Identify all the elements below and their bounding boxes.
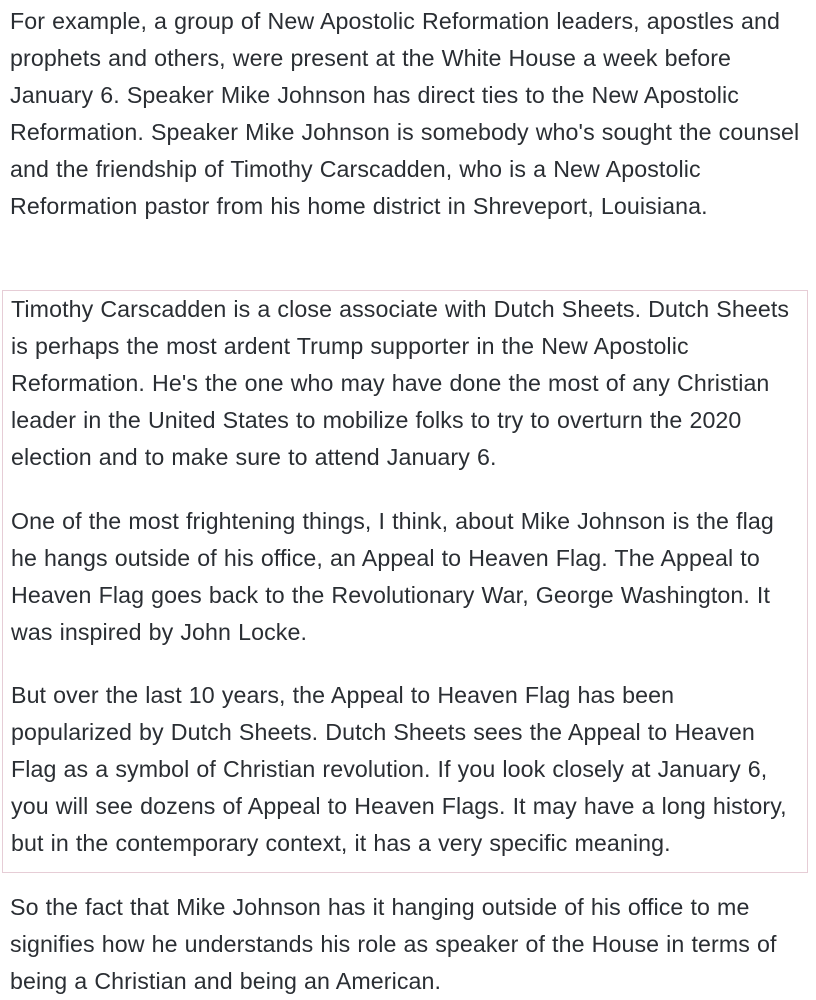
paragraph-carscadden-sheets: Timothy Carscadden is a close associate with Dutch Sheets. Dutch Sheets is perhaps the most ardent Trump supporter in the New Apostolic Reformation. He's the one who may have done the most of any Christian leader in the United States to mobilize folks to try to overturn the 2020 election and to make sure to attend January 6. [11, 296, 790, 470]
paragraph-closing: So the fact that Mike Johnson has it hanging outside of his office to me signifies how he understands his role as speaker of the House in terms of being a Christian and being an American. [10, 894, 777, 994]
paragraph-intro: For example, a group of New Apostolic Reformation leaders, apostles and prophets and others, were present at the White House a week before January 6. Speaker Mike Johnson has direct ties to the New Apostolic Reformation. Speaker Mike Johnson is somebody who's sought the counsel and the friendship of Timothy Carscadden, who is a New Apostolic Reformation pastor from his home district in Shreveport, Louisiana. [10, 8, 800, 219]
highlighted-quote-block [2, 290, 808, 873]
paragraph-flag-popularized: But over the last 10 years, the Appeal to Heaven Flag has been popularized by Dutch Sheets. Dutch Sheets sees the Appeal to Heaven Flag as a symbol of Christian revolution. If you look closely at January 6, you will see dozens of Appeal to Heaven Flags. It may have a long history, but in the contemporary context, it has a very specific meaning. [11, 682, 787, 856]
paragraph-appeal-to-heaven-flag: One of the most frightening things, I think, about Mike Johnson is the flag he hangs outside of his office, an Appeal to Heaven Flag. The Appeal to Heaven Flag goes back to the Revolutionary War, George Washington. It was inspired by John Locke. [11, 508, 774, 645]
